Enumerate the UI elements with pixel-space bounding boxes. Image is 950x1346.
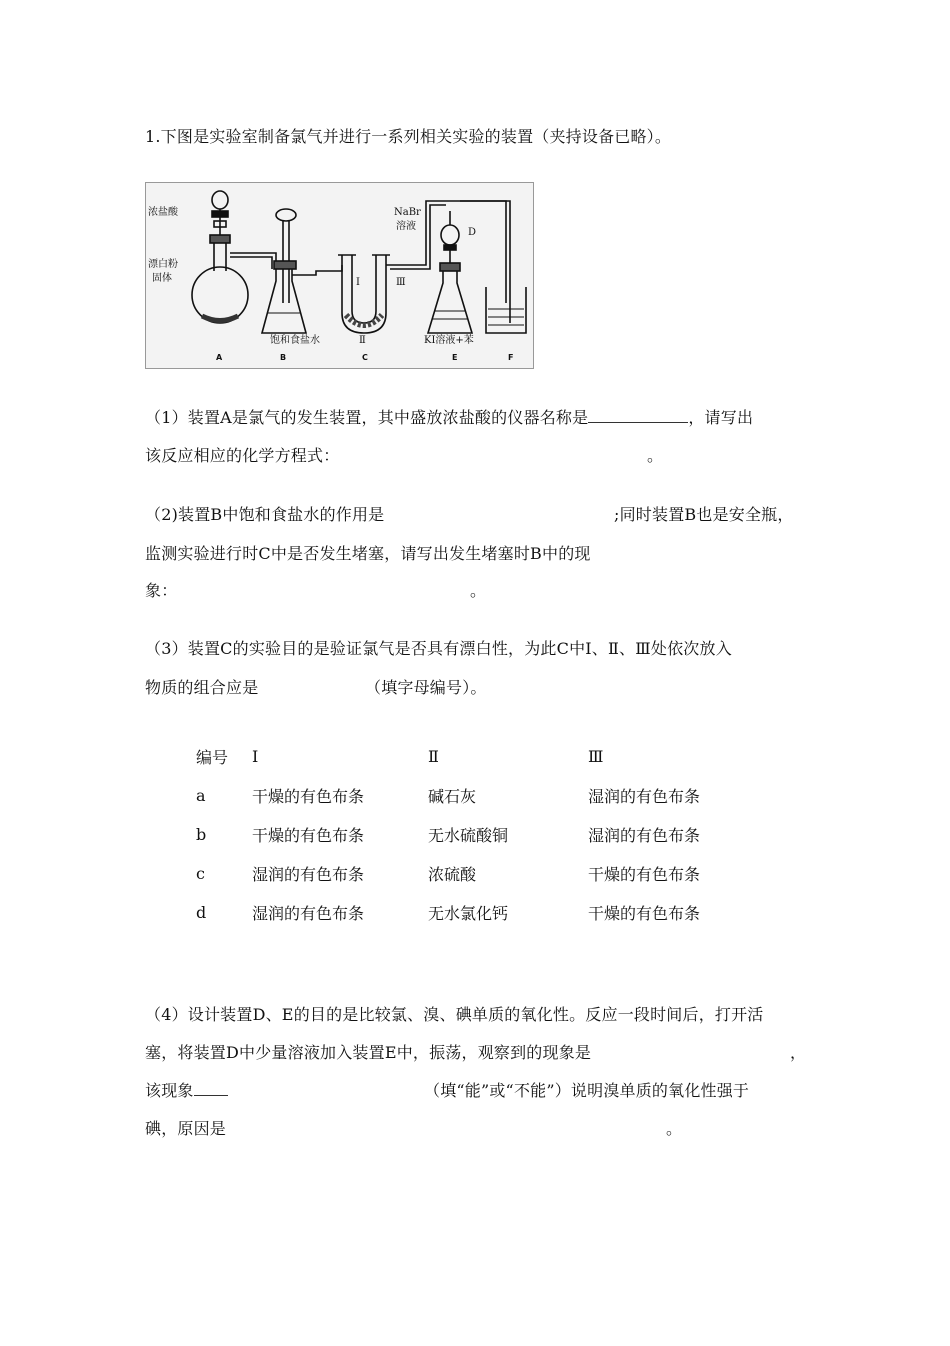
table-cell: 浓硫酸 [428, 865, 477, 884]
funnel-bulb [212, 191, 228, 209]
q1-line1-tail: ，请写出 [688, 408, 754, 427]
q3-line1: （3）装置C的实验目的是验证氯气是否具有漂白性，为此C中Ⅰ、Ⅱ、Ⅲ处依次放入 [145, 639, 732, 658]
table-row[interactable] [196, 854, 748, 893]
q2-line1-b: ;同时装置B也是安全瓶， [614, 505, 794, 524]
label-roman3: Ⅲ [396, 277, 406, 288]
table-cell: 干燥的有色布条 [252, 787, 365, 806]
label-bleach-2: 固体 [152, 273, 172, 284]
q1-blank-instrument[interactable] [588, 408, 688, 423]
label-a: A [216, 353, 223, 362]
q2-line3-b: 。 [470, 581, 487, 600]
table-row[interactable] [196, 815, 748, 854]
label-e: E [452, 353, 458, 362]
label-nabr-1: NaBr [394, 207, 421, 218]
apparatus-figure [145, 182, 534, 369]
table-cell: 湿润的有色布条 [588, 787, 701, 806]
table-header-row [196, 737, 748, 776]
q4-line3-text: 该现象 [145, 1081, 194, 1100]
table-header: Ⅲ [588, 747, 604, 766]
table-cell: b [196, 825, 207, 844]
label-f: F [508, 353, 514, 362]
label-roman1: Ⅰ [356, 277, 360, 288]
table-header: Ⅰ [252, 747, 259, 766]
table-cell: 湿润的有色布条 [588, 826, 701, 845]
q4-line2-a: 塞，将装置D中少量溶液加入装置E中，振荡，观察到的现象是 [145, 1043, 592, 1062]
table-row[interactable] [196, 893, 748, 932]
label-conc-hcl: 浓盐酸 [148, 207, 178, 218]
label-nabr-2: 溶液 [396, 221, 416, 232]
q4-line1: （4）设计装置D、E的目的是比较氯、溴、碘单质的氧化性。反应一段时间后，打开活 [145, 1005, 764, 1024]
label-b: B [280, 353, 287, 362]
table-cell: 湿润的有色布条 [252, 865, 365, 884]
label-c: C [362, 353, 368, 362]
table-cell: d [196, 903, 207, 922]
table-cell: 无水氯化钙 [428, 904, 509, 923]
table-cell: 碱石灰 [428, 787, 477, 806]
apparatus-diagram [146, 183, 533, 368]
q2-line3-a: 象： [145, 581, 178, 600]
round-flask [192, 267, 248, 323]
table-cell: 无水硫酸铜 [428, 826, 509, 845]
q1-line2-end: 。 [647, 446, 664, 465]
q4-line4-a: 碘，原因是 [145, 1119, 227, 1138]
table-row[interactable] [196, 776, 748, 815]
q1-line2 [145, 446, 339, 466]
table-cell: 湿润的有色布条 [252, 904, 365, 923]
question-intro: 1.下图是实验室制备氯气并进行一系列相关实验的装置（夹持设备已略）。 [145, 127, 672, 146]
table-cell: 干燥的有色布条 [588, 865, 701, 884]
table-cell: a [196, 786, 206, 805]
table-cell: 干燥的有色布条 [588, 904, 701, 923]
label-kisol: KI溶液+苯 [424, 335, 474, 346]
q3-line2-b: （填字母编号）。 [365, 678, 487, 697]
table-header: Ⅱ [428, 747, 439, 766]
q4-line3 [145, 1081, 228, 1101]
label-bleach-1: 漂白粉 [148, 259, 178, 270]
q4-line2-b: ， [790, 1043, 807, 1062]
table-header: 编号 [196, 748, 229, 767]
options-table [196, 737, 748, 932]
label-roman2: Ⅱ [359, 335, 366, 346]
q1-line1-text: （1）装置A是氯气的发生装置，其中盛放浓盐酸的仪器名称是 [145, 408, 589, 427]
table-cell: 干燥的有色布条 [252, 826, 365, 845]
label-d: D [468, 227, 477, 238]
label-satsalt: 饱和食盐水 [270, 335, 320, 346]
q4-blank-can[interactable] [194, 1081, 228, 1096]
q1-line1 [145, 408, 753, 428]
q4-line4-b: 。 [666, 1119, 683, 1138]
q2-line2: 监测实验进行时C中是否发生堵塞，请写出发生堵塞时B中的现 [145, 544, 591, 563]
q3-line2-a: 物质的组合应是 [145, 678, 259, 697]
q2-line1-a: （2)装置B中饱和食盐水的作用是 [145, 505, 385, 524]
table-cell: c [196, 864, 205, 883]
q1-line2-text: 该反应相应的化学方程式： [145, 446, 340, 465]
q4-line3-b: （填“能”或“不能”）说明溴单质的氧化性强于 [424, 1081, 750, 1100]
